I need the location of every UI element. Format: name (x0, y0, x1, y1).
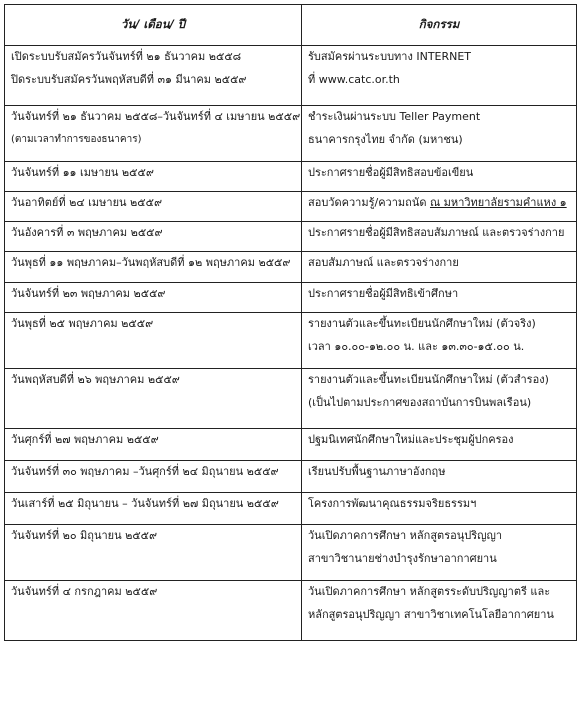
venue-underlined: ณ มหาวิทยาลัยรามคำแหง ๑ (429, 196, 567, 209)
date-cell (5, 429, 302, 461)
date-cell (5, 461, 302, 493)
table-row (5, 493, 577, 525)
table-row (5, 222, 577, 252)
date-text: วันจันทร์ที่ ๒๑ ธันวาคม ๒๕๕๘–วันจันทร์ที่ ๔ เมษายน ๒๕๕๙ (11, 110, 301, 123)
activity-cell (302, 461, 577, 493)
date-text: วันอังคารที่ ๓ พฤษภาคม ๒๕๕๙ (11, 226, 163, 239)
activity-text: ประกาศรายชื่อผู้มีสิทธิสอบข้อเขียน (308, 166, 474, 179)
table-row (5, 252, 577, 283)
date-text: เปิดระบบรับสมัครวันจันทร์ที่ ๒๑ ธันวาคม ๒๕๕๘ (11, 50, 242, 63)
activity-text: สอบสัมภาษณ์ และตรวจร่างกาย (308, 256, 459, 269)
activity-text: วันเปิดภาคการศึกษา หลักสูตรระดับปริญญาตรี และ (308, 585, 551, 598)
date-text: วันจันทร์ที่ ๑๑ เมษายน ๒๕๕๙ (11, 166, 154, 179)
activity-text: สาขาวิชานายช่างบำรุงรักษาอากาศยาน (308, 551, 497, 565)
activity-text: หลักสูตรอนุปริญญา สาขาวิชาเทคโนโลยีอากาศยาน (308, 607, 554, 621)
activity-text: รายงานตัวและขึ้นทะเบียนนักศึกษาใหม่ (ตัวจริง) (308, 317, 536, 330)
table-row (5, 461, 577, 493)
activity-cell (302, 106, 577, 162)
date-text: วันจันทร์ที่ ๓๐ พฤษภาคม –วันศุกร์ที่ ๒๔ มิถุนายน ๒๕๕๙ (11, 465, 279, 478)
activity-cell (302, 283, 577, 313)
table-row (5, 369, 577, 429)
activity-cell (302, 162, 577, 192)
activity-text: ปฐมนิเทศนักศึกษาใหม่และประชุมผู้ปกครอง (308, 433, 514, 446)
date-cell (5, 192, 302, 222)
activity-text-part: สอบวัดความรู้/ความถนัด (308, 196, 430, 209)
activity-text: โครงการพัฒนาคุณธรรมจริยธรรมฯ (308, 497, 477, 510)
date-text: วันพุธที่ ๑๑ พฤษภาคม–วันพฤหัสบดีที่ ๑๒ พฤษภาคม ๒๕๕๙ (11, 256, 291, 269)
date-text: วันศุกร์ที่ ๒๗ พฤษภาคม ๒๕๕๙ (11, 433, 159, 446)
date-text: วันพุธที่ ๒๕ พฤษภาคม ๒๕๕๙ (11, 317, 154, 330)
activity-text: ประกาศรายชื่อผู้มีสิทธิเข้าศึกษา (308, 287, 459, 300)
activity-cell (302, 46, 577, 106)
table-row (5, 283, 577, 313)
date-cell (5, 46, 302, 106)
activity-text: (เป็นไปตามประกาศของสถาบันการบินพลเรือน) (308, 395, 532, 409)
table-row (5, 581, 577, 641)
table-row (5, 162, 577, 192)
activity-text: ที่ www.catc.or.th (308, 72, 400, 86)
date-text: วันจันทร์ที่ ๒๐ มิถุนายน ๒๕๕๙ (11, 529, 158, 542)
date-text: ปิดระบบรับสมัครวันพฤหัสบดีที่ ๓๑ มีนาคม ๒๕๕๙ (11, 72, 247, 86)
activity-text: ชำระเงินผ่านระบบ Teller Payment (308, 110, 481, 123)
activity-text (308, 197, 570, 210)
date-cell (5, 222, 302, 252)
activity-cell (302, 581, 577, 641)
date-cell (5, 493, 302, 525)
table-row (5, 525, 577, 581)
date-note: (ตามเวลาทำการของธนาคาร) (11, 133, 142, 145)
date-text: วันเสาร์ที่ ๒๕ มิถุนายน – วันจันทร์ที่ ๒๗ มิถุนายน ๒๕๕๙ (11, 497, 279, 510)
schedule-table (4, 4, 577, 641)
date-text: วันอาทิตย์ที่ ๒๔ เมษายน ๒๕๕๙ (11, 196, 162, 209)
schedule-page (4, 4, 576, 700)
date-text: วันพฤหัสบดีที่ ๒๖ พฤษภาคม ๒๕๕๙ (11, 373, 180, 386)
activity-cell (302, 369, 577, 429)
activity-cell (302, 222, 577, 252)
table-row (5, 429, 577, 461)
table-row (5, 46, 577, 106)
date-cell (5, 252, 302, 283)
activity-text: วันเปิดภาคการศึกษา หลักสูตรอนุปริญญา (308, 529, 503, 542)
date-cell (5, 313, 302, 369)
date-cell (5, 106, 302, 162)
activity-text: รับสมัครผ่านระบบทาง INTERNET (308, 50, 472, 63)
date-cell (5, 283, 302, 313)
activity-cell (302, 429, 577, 461)
activity-cell (302, 252, 577, 283)
header-row (5, 5, 577, 46)
date-cell (5, 162, 302, 192)
activity-cell (302, 525, 577, 581)
table-row (5, 313, 577, 369)
date-cell (5, 581, 302, 641)
header-date: วัน/ เดือน/ ปี (5, 5, 302, 46)
activity-cell (302, 192, 577, 222)
header-activity: กิจกรรม (302, 5, 577, 46)
activity-cell (302, 313, 577, 369)
activity-text: รายงานตัวและขึ้นทะเบียนนักศึกษาใหม่ (ตัวสำรอง) (308, 373, 549, 386)
date-cell (5, 525, 302, 581)
activity-text: ประกาศรายชื่อผู้มีสิทธิสอบสัมภาษณ์ และตรวจร่างกาย (308, 226, 565, 239)
activity-cell (302, 493, 577, 525)
table-row (5, 192, 577, 222)
activity-text: เรียนปรับพื้นฐานภาษาอังกฤษ (308, 465, 446, 478)
activity-text: เวลา ๑๐.๐๐-๑๒.๐๐ น. และ ๑๓.๓๐-๑๕.๐๐ น. (308, 339, 525, 353)
date-cell (5, 369, 302, 429)
date-text: วันจันทร์ที่ ๒๓ พฤษภาคม ๒๕๕๙ (11, 287, 166, 300)
activity-text: ธนาคารกรุงไทย จำกัด (มหาชน) (308, 132, 463, 146)
date-text: วันจันทร์ที่ ๔ กรกฎาคม ๒๕๕๙ (11, 585, 158, 598)
table-row (5, 106, 577, 162)
